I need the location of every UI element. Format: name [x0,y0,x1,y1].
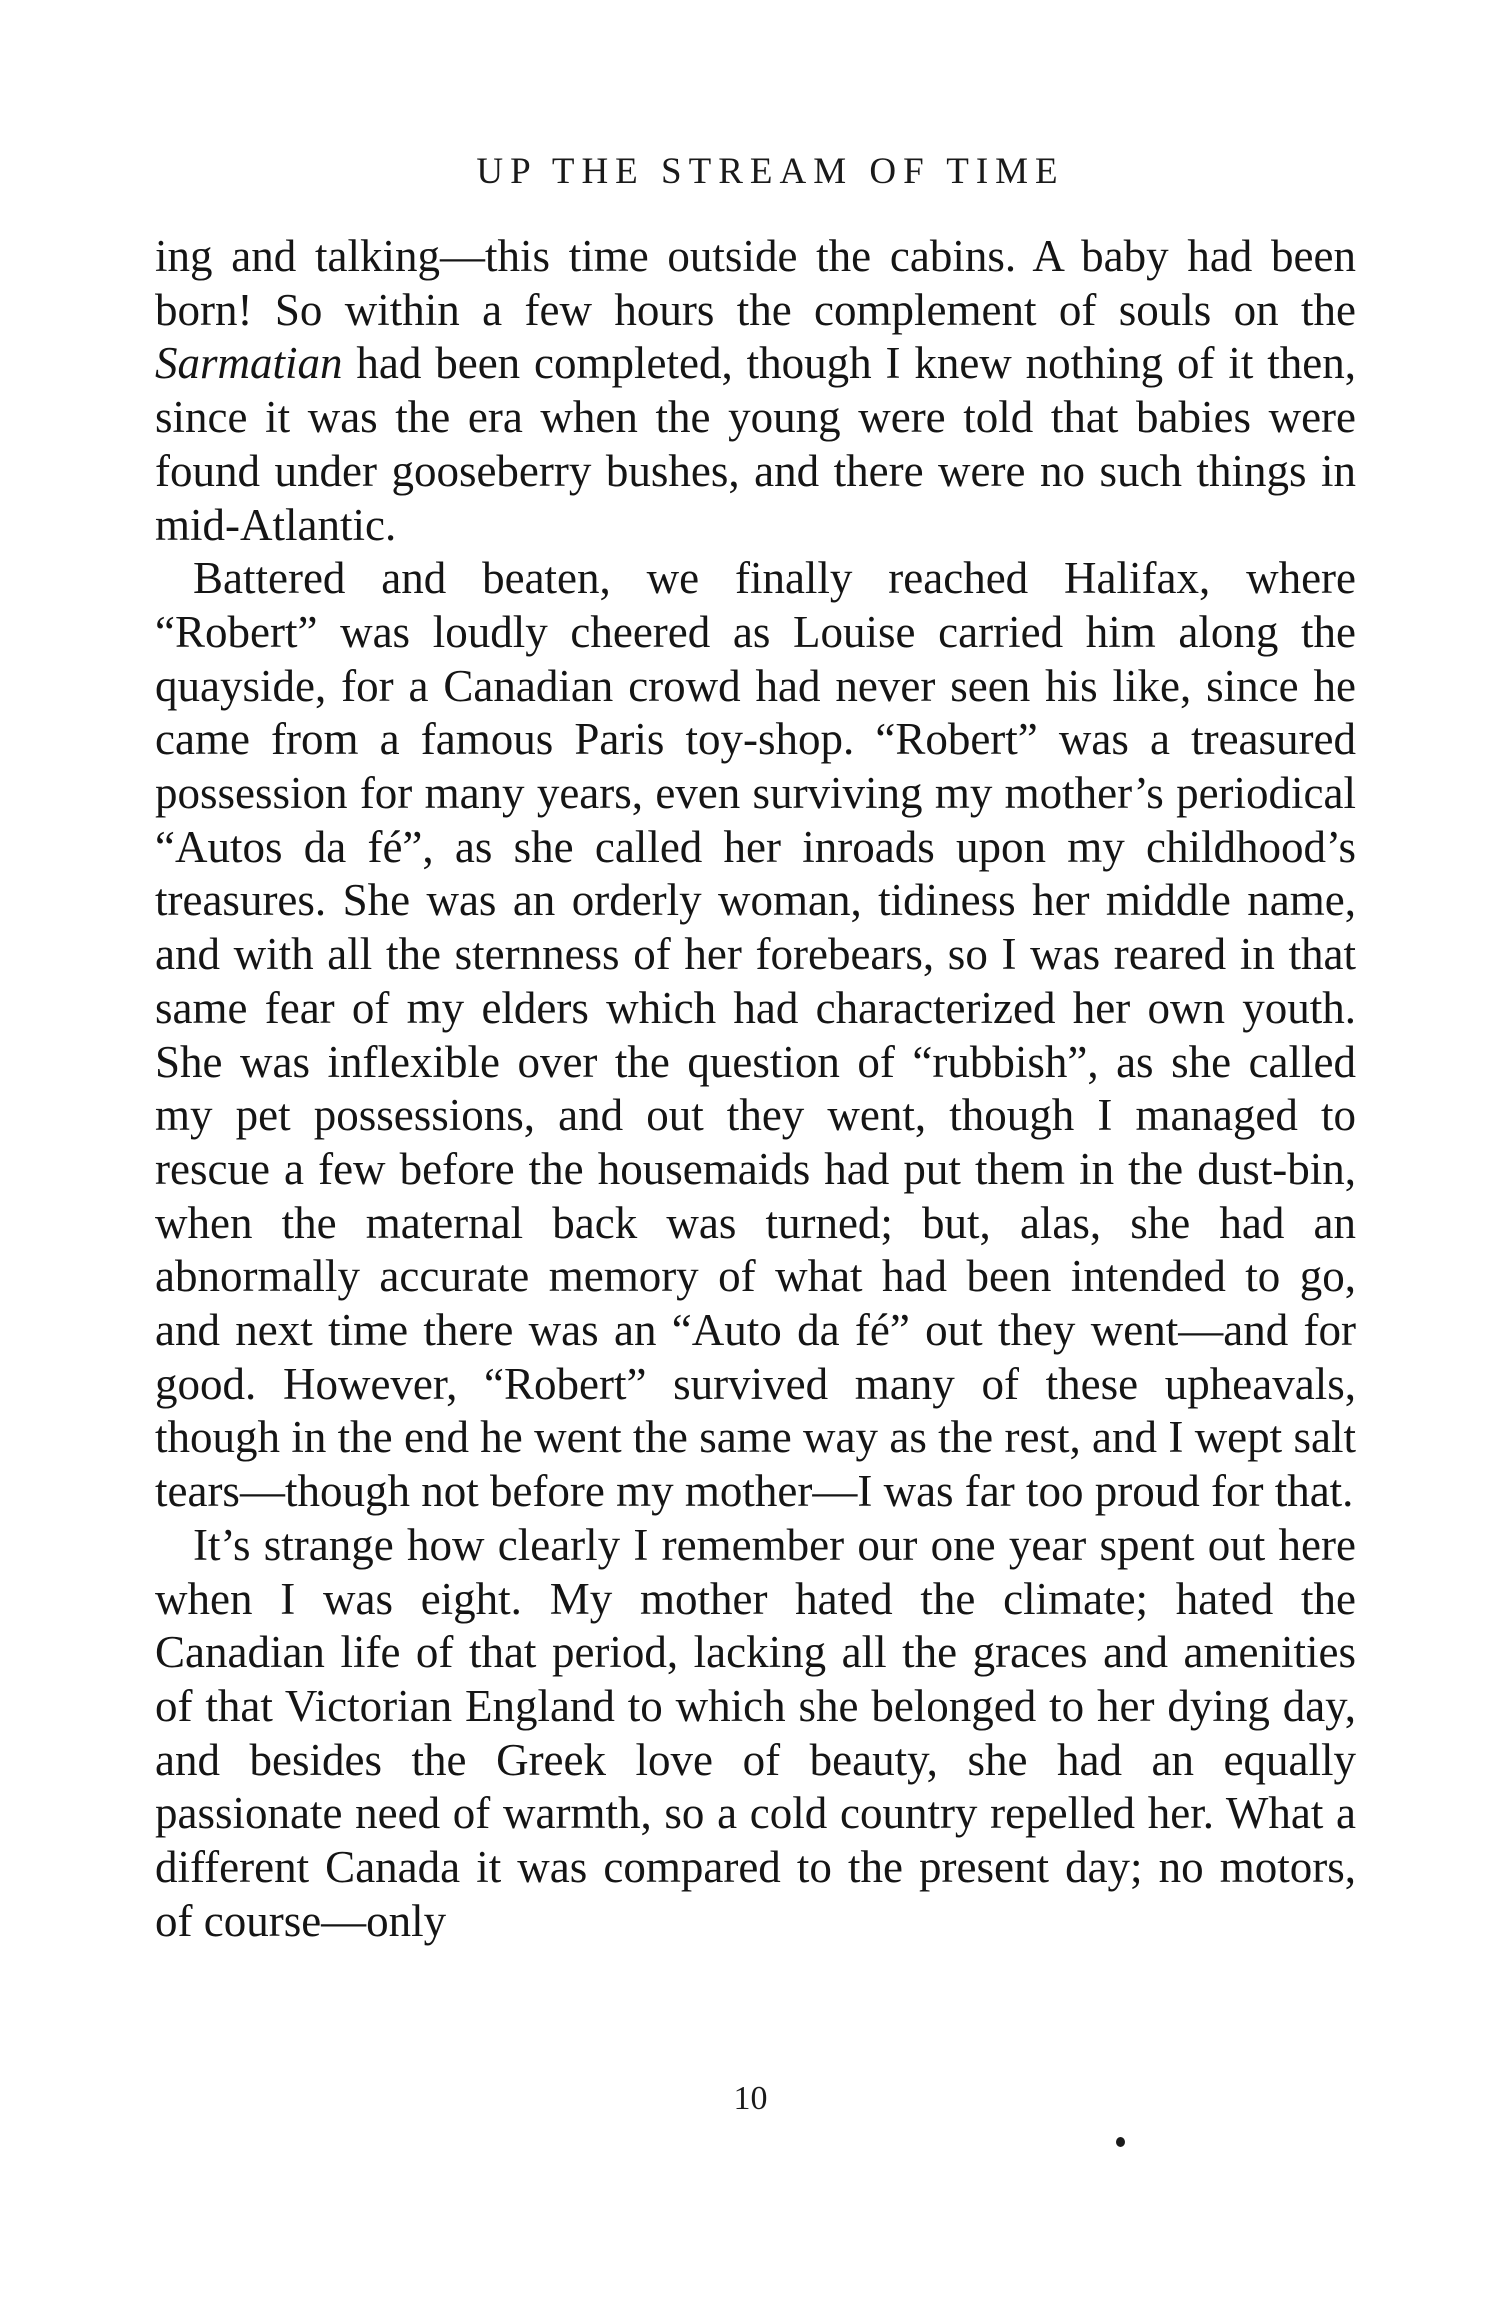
ink-speck [1116,2137,1125,2147]
paragraph-1 [155,230,1356,552]
paragraph-2: Battered and beaten, we finally reached Halifax, where “Robert” was loudly cheered as Louise carried him along the quayside, for a Canadian crowd had never seen his like, since he came from a famous Paris toy-shop. “Robert” was a treasured possession for many years, even surviving my mother’s periodical “Autos da fé”, as she called her inroads upon my childhood’s treasures. She was an orderly woman, tidiness her middle name, and with all the sternness of her forebears, so I was reared in that same fear of my elders which had characterized her own youth. She was inflexible over the question of “rubbish”, as she called my pet possessions, and out they went, though I managed to rescue a few before the housemaids had put them in the dust-bin, when the maternal back was turned; but, alas, she had an abnormally accurate memory of what had been intended to go, and next time there was an “Auto da fé” out they went—and for good. However, “Robert” survived many of these upheavals, though in the end he went the same way as the rest, and I wept salt tears—though not before my mother—I was far too proud for that. [155,553,1356,1517]
ship-name: Sarmatian [155,338,343,389]
body-text [155,230,1356,1949]
paragraph-1-text-b: had been completed, though I knew nothing of it then, since it was the era when the young were told that babies were found under gooseberry bushes, and there were no such things in mid-Atlantic. [155,338,1356,550]
paragraph-3: It’s strange how clearly I remember our one year spent out here when I was eight. My mother hated the climate; hated the Canadian life of that period, lacking all the graces and amenities of that Victorian England to which she belonged to her dying day, and besides the Greek love of beauty, she had an equally passionate need of warmth, so a cold country repelled her. What a different Canada it was compared to the present day; no motors, of course—only [155,1519,1356,1946]
running-head: UP THE STREAM OF TIME [476,151,1065,192]
page-number: 10 [733,2080,768,2117]
paragraph-1-text-a: ing and talking—this time outside the cabins. A baby had been born! So within a few hours the complement of souls on the [155,231,1356,335]
